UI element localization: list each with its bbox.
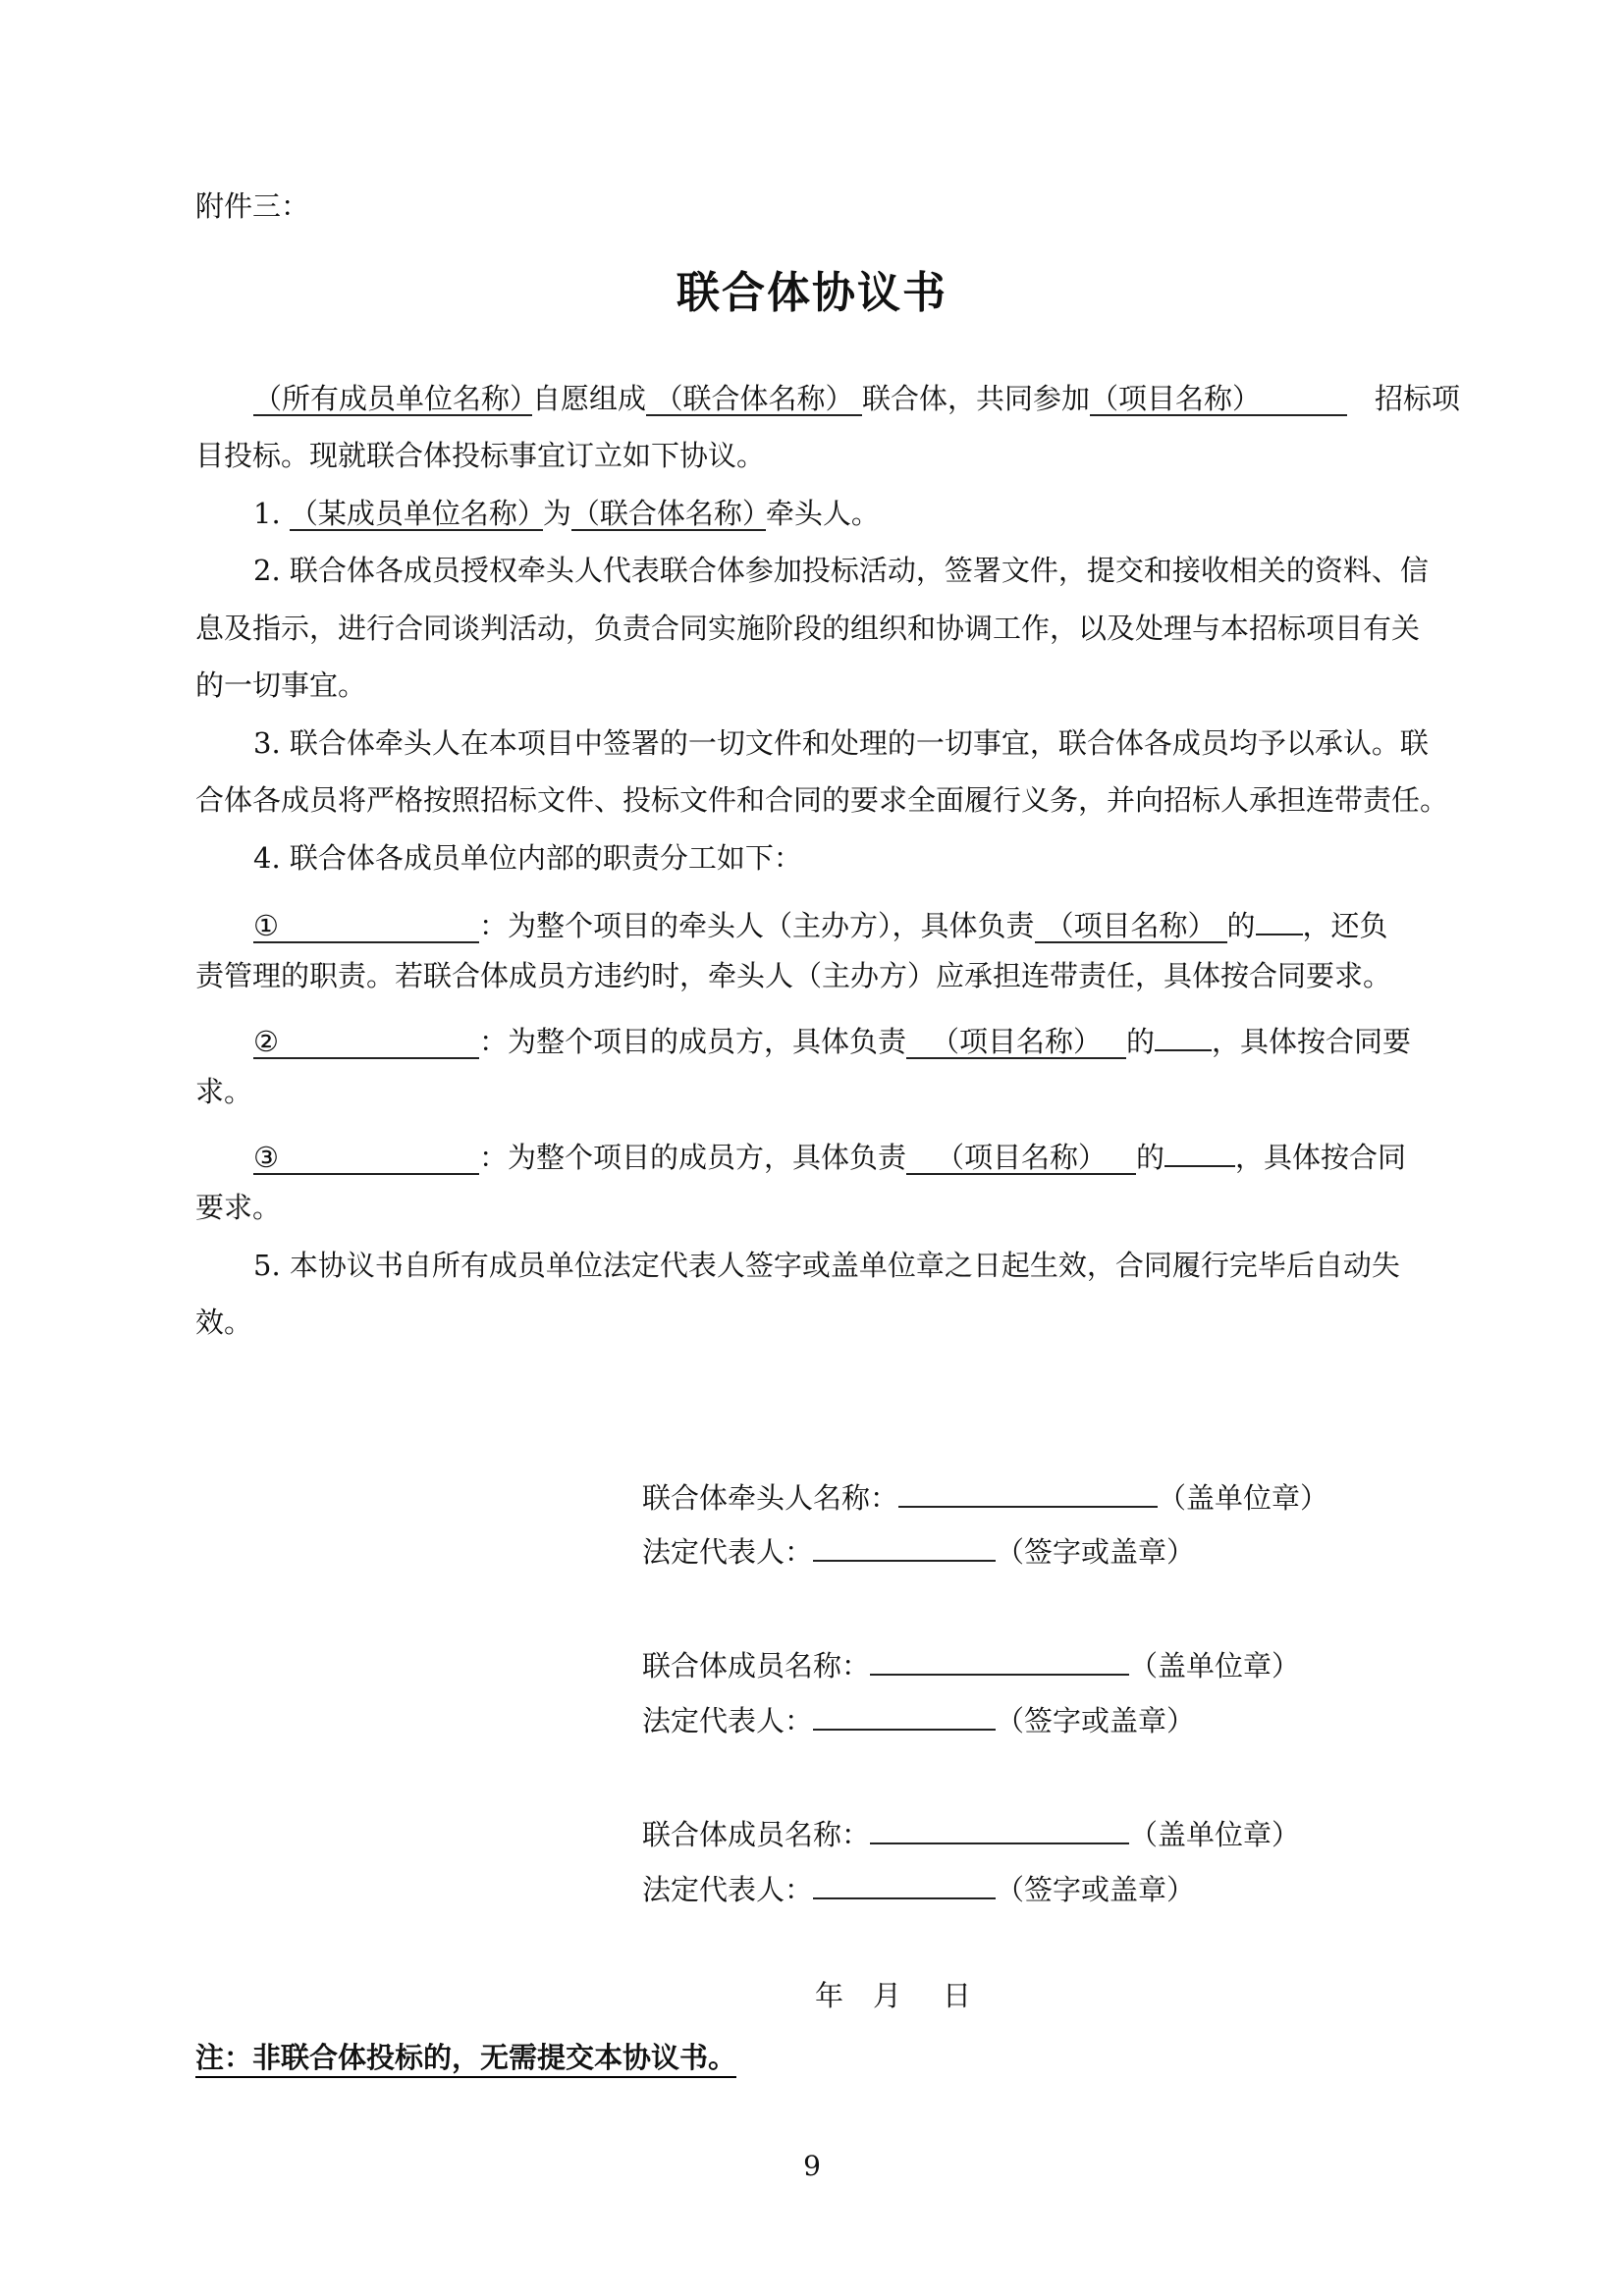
consortium-placeholder: （联合体名称）	[646, 379, 862, 416]
circled-one-marker: ①	[253, 909, 279, 942]
attachment-label: 附件三：	[195, 189, 310, 223]
duty-item-1-line-2: 责管理的职责。若联合体成员方违约时，牵头人（主办方）应承担连带责任，具体按合同要求。	[195, 959, 1392, 992]
signature-block-member-1	[642, 1640, 1300, 1685]
member-1-rep-field[interactable]	[813, 1695, 996, 1731]
lead-rep-label: 法定代表人：	[642, 1535, 814, 1569]
clause-2-line-2: 息及指示，进行合同谈判活动，负责合同实施阶段的组织和协调工作，以及处理与本招标项目有关	[195, 612, 1421, 645]
member-1-name-field[interactable]	[870, 1640, 1129, 1676]
duty-2-blank	[253, 1022, 479, 1059]
date-day: 日	[943, 1979, 972, 2012]
intro-line-2: 目投标。现就联合体投标事宜订立如下协议。	[195, 439, 766, 472]
signature-block-lead	[642, 1472, 1328, 1518]
consortium-placeholder-2: （联合体名称）	[571, 494, 766, 531]
signature-block-member-1-rep	[642, 1695, 1195, 1740]
clause-4-line-1: 4. 联合体各成员单位内部的职责分工如下：	[253, 841, 802, 875]
document-title: 联合体协议书	[677, 268, 947, 318]
duty-1-text-3: ，还负	[1302, 909, 1388, 942]
signature-block-member-2	[642, 1809, 1300, 1854]
clause-2-line-1: 2. 联合体各成员授权牵头人代表联合体参加投标活动，签署文件，提交和接收相关的资料、信	[253, 554, 1429, 587]
page-number: 9	[803, 2150, 821, 2182]
clause-2-line-3: 的一切事宜。	[195, 668, 367, 702]
clause-5-line-1: 5. 本协议书自所有成员单位法定代表人签字或盖单位章之日起生效，合同履行完毕后自动失	[253, 1249, 1400, 1282]
member-2-rep-field[interactable]	[813, 1864, 996, 1899]
clause-1-number: 1.	[253, 497, 281, 530]
intro-text-3: 招标项	[1375, 382, 1461, 415]
duty-item-3-line-2: 要求。	[195, 1191, 282, 1224]
lead-name-label: 联合体牵头人名称：	[642, 1481, 899, 1515]
duty-2-text-2: 的	[1126, 1025, 1156, 1058]
duty-item-2	[253, 1014, 1411, 1061]
signature-block-member-2-rep	[642, 1864, 1195, 1909]
project-placeholder: （项目名称）	[1090, 379, 1347, 416]
duty-3-text-1: ：为整个项目的成员方，具体负责	[479, 1141, 907, 1174]
footnote-text: 注：非联合体投标的，无需提交本协议书。	[195, 2041, 736, 2078]
member-2-name-field[interactable]	[870, 1809, 1129, 1844]
duty-2-scope-blank	[1155, 1014, 1212, 1051]
duty-1-scope-blank	[1256, 898, 1303, 935]
date-year: 年	[815, 1979, 844, 2012]
members-placeholder: （所有成员单位名称）	[253, 379, 532, 416]
signature-block-lead-rep	[642, 1526, 1195, 1572]
member-2-sign-label: （签字或盖章）	[996, 1873, 1196, 1906]
member-1-name-label: 联合体成员名称：	[642, 1649, 871, 1682]
member-1-rep-label: 法定代表人：	[642, 1704, 814, 1737]
lead-sign-label: （签字或盖章）	[996, 1535, 1196, 1569]
clause-1-text-1: 为	[542, 497, 571, 530]
duty-1-text-2: 的	[1226, 909, 1256, 942]
member-placeholder: （某成员单位名称）	[290, 494, 543, 531]
member-2-rep-label: 法定代表人：	[642, 1873, 814, 1906]
circled-three-marker: ③	[253, 1141, 279, 1174]
duty-3-text-2: 的	[1136, 1141, 1165, 1174]
duty-2-project-placeholder: （项目名称）	[906, 1022, 1126, 1059]
intro-text-2: 联合体，共同参加	[862, 382, 1091, 415]
lead-name-field[interactable]	[898, 1472, 1158, 1508]
member-1-seal-label: （盖单位章）	[1129, 1649, 1301, 1682]
clause-5-line-2: 效。	[195, 1306, 253, 1339]
lead-rep-field[interactable]	[813, 1526, 996, 1562]
circled-two-marker: ②	[253, 1025, 279, 1058]
clause-1	[253, 494, 880, 533]
duty-3-project-placeholder: （项目名称）	[906, 1138, 1136, 1175]
footnote	[195, 2036, 736, 2076]
clause-1-text-2: 牵头人。	[765, 497, 880, 530]
duty-1-text-1: ：为整个项目的牵头人（主办方），具体负责	[479, 909, 1035, 942]
duty-1-blank	[253, 906, 479, 943]
date-line	[815, 1976, 971, 2015]
member-2-seal-label: （盖单位章）	[1129, 1818, 1301, 1851]
duty-1-project-placeholder: （项目名称）	[1035, 906, 1227, 943]
clause-3-line-2: 合体各成员将严格按照招标文件、投标文件和合同的要求全面履行义务，并向招标人承担连带责任。	[195, 783, 1449, 817]
clause-3-line-1: 3. 联合体牵头人在本项目中签署的一切文件和处理的一切事宜，联合体各成员均予以承认。联	[253, 726, 1429, 760]
duty-item-2-line-2: 求。	[195, 1075, 253, 1108]
duty-2-text-1: ：为整个项目的成员方，具体负责	[479, 1025, 907, 1058]
duty-2-text-3: ，具体按合同要	[1212, 1025, 1412, 1058]
duty-3-scope-blank	[1164, 1130, 1235, 1167]
duty-item-1	[253, 898, 1388, 945]
intro-line-1	[253, 379, 1460, 418]
duty-3-text-3: ，具体按合同	[1235, 1141, 1407, 1174]
date-month: 月	[873, 1979, 902, 2012]
duty-item-3	[253, 1130, 1406, 1177]
lead-seal-label: （盖单位章）	[1158, 1481, 1329, 1515]
member-2-name-label: 联合体成员名称：	[642, 1818, 871, 1851]
member-1-sign-label: （签字或盖章）	[996, 1704, 1196, 1737]
intro-text-1: 自愿组成	[532, 382, 647, 415]
duty-3-blank	[253, 1138, 479, 1175]
